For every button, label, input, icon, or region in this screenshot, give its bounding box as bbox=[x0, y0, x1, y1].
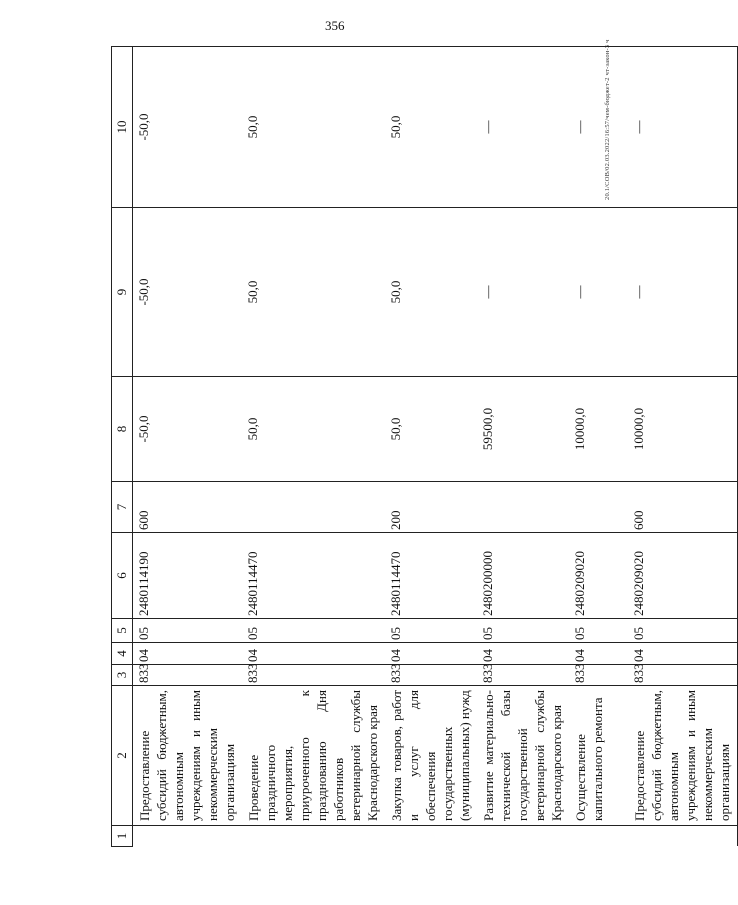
cell-col1 bbox=[242, 826, 385, 847]
row-description: Предоставление субсидий бюджетным, автономным учреждениям и иным некоммерческим организациям bbox=[133, 686, 243, 826]
cell-rz: 04 bbox=[477, 643, 569, 665]
col-header-3: 3 bbox=[112, 665, 133, 686]
cell-col1 bbox=[477, 826, 569, 847]
cell-rz: 04 bbox=[569, 643, 628, 665]
cell-amount-9: 50,0 bbox=[242, 208, 385, 377]
cell-ved: 833 bbox=[569, 665, 628, 686]
col-header-4: 4 bbox=[112, 643, 133, 665]
table-row bbox=[133, 47, 243, 847]
cell-amount-9: 50,0 bbox=[385, 208, 477, 377]
cell-amount-8: 10000,0 bbox=[569, 377, 628, 482]
row-description: Закупка товаров, работ и услуг для обеспечения государственных (муниципальных) нужд bbox=[385, 686, 477, 826]
cell-col1 bbox=[133, 826, 243, 847]
row-description: Проведение праздничного мероприятия, приуроченного к празднованию Дня работников ветеринарной службы Краснодарского края bbox=[242, 686, 385, 826]
rotated-table-frame bbox=[111, 47, 732, 847]
cell-vr bbox=[242, 482, 385, 533]
cell-amount-10: — bbox=[628, 47, 738, 208]
cell-pr: 05 bbox=[242, 619, 385, 643]
row-description: Развитие материально-технической базы государственной ветеринарной службы Краснодарского края bbox=[477, 686, 569, 826]
table-row bbox=[628, 47, 738, 847]
table-row bbox=[569, 47, 628, 847]
table-row bbox=[242, 47, 385, 847]
cell-amount-9: — bbox=[477, 208, 569, 377]
cell-pr: 05 bbox=[133, 619, 243, 643]
cell-pr: 05 bbox=[628, 619, 738, 643]
side-note: 20.1/СОВ/02.03.2022/16:57/чем-бюджет-2 чт-закон-3 ч bbox=[604, 39, 611, 200]
cell-csr: 2480114470 bbox=[385, 533, 477, 619]
cell-vr: 600 bbox=[628, 482, 738, 533]
cell-ved: 833 bbox=[385, 665, 477, 686]
col-header-10: 10 bbox=[112, 47, 133, 208]
cell-vr bbox=[569, 482, 628, 533]
cell-amount-8: 59500,0 bbox=[477, 377, 569, 482]
cell-amount-9: — bbox=[569, 208, 628, 377]
col-header-9: 9 bbox=[112, 208, 133, 377]
table-row bbox=[477, 47, 569, 847]
cell-pr: 05 bbox=[385, 619, 477, 643]
cell-rz: 04 bbox=[242, 643, 385, 665]
col-header-7: 7 bbox=[112, 482, 133, 533]
cell-vr: 200 bbox=[385, 482, 477, 533]
cell-amount-8: 50,0 bbox=[385, 377, 477, 482]
cell-rz: 04 bbox=[133, 643, 243, 665]
cell-pr: 05 bbox=[477, 619, 569, 643]
cell-amount-9: -50,0 bbox=[133, 208, 243, 377]
col-header-5: 5 bbox=[112, 619, 133, 643]
cell-csr: 2480209020 bbox=[569, 533, 628, 619]
cell-csr: 2480114190 bbox=[133, 533, 243, 619]
cell-pr: 05 bbox=[569, 619, 628, 643]
table-row bbox=[385, 47, 477, 847]
cell-col1 bbox=[628, 826, 738, 847]
col-header-1: 1 bbox=[112, 826, 133, 847]
cell-amount-10: — bbox=[569, 47, 628, 208]
row-description: Предоставление субсидий бюджетным, автономным учреждениям и иным некоммерческим организациям bbox=[628, 686, 738, 826]
cell-ved: 833 bbox=[133, 665, 243, 686]
cell-csr: 2480200000 bbox=[477, 533, 569, 619]
cell-amount-8: 10000,0 bbox=[628, 377, 738, 482]
cell-ved: 833 bbox=[242, 665, 385, 686]
cell-vr: 600 bbox=[133, 482, 243, 533]
cell-amount-10: 50,0 bbox=[385, 47, 477, 208]
col-header-8: 8 bbox=[112, 377, 133, 482]
col-header-6: 6 bbox=[112, 533, 133, 619]
header-row bbox=[112, 47, 133, 847]
cell-amount-8: -50,0 bbox=[133, 377, 243, 482]
col-header-2: 2 bbox=[112, 686, 133, 826]
row-description: Осуществление капитального ремонта bbox=[569, 686, 628, 826]
cell-csr: 2480114470 bbox=[242, 533, 385, 619]
cell-amount-10: 50,0 bbox=[242, 47, 385, 208]
budget-table bbox=[111, 46, 738, 847]
cell-rz: 04 bbox=[385, 643, 477, 665]
cell-amount-10: — bbox=[477, 47, 569, 208]
page-number: 356 bbox=[325, 18, 345, 33]
cell-col1 bbox=[385, 826, 477, 847]
cell-vr bbox=[477, 482, 569, 533]
cell-amount-8: 50,0 bbox=[242, 377, 385, 482]
cell-ved: 833 bbox=[628, 665, 738, 686]
cell-amount-9: — bbox=[628, 208, 738, 377]
cell-rz: 04 bbox=[628, 643, 738, 665]
cell-csr: 2480209020 bbox=[628, 533, 738, 619]
cell-amount-10: -50,0 bbox=[133, 47, 243, 208]
cell-ved: 833 bbox=[477, 665, 569, 686]
cell-col1 bbox=[569, 826, 628, 847]
